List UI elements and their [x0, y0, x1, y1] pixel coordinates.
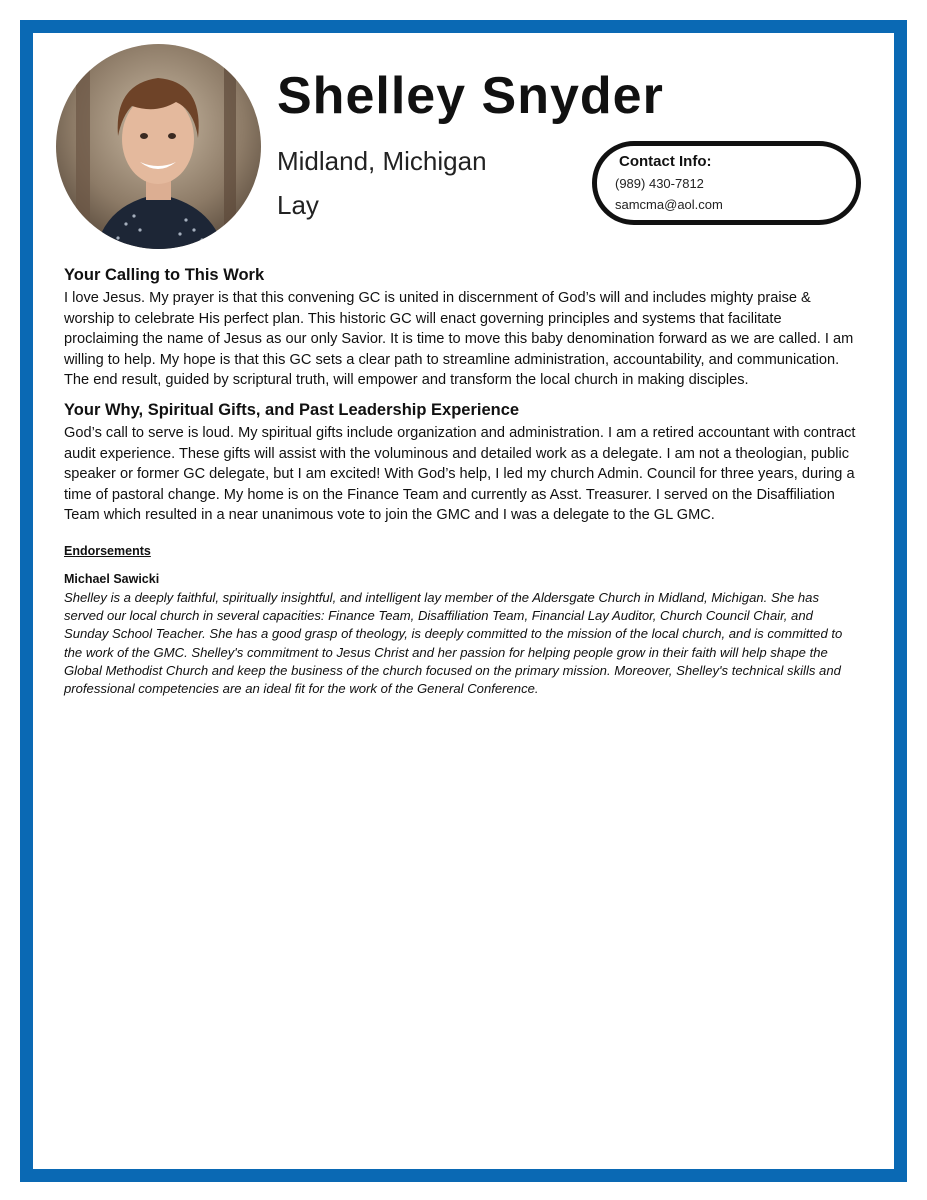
contact-email: samcma@aol.com — [615, 197, 723, 212]
section-why — [64, 401, 856, 526]
profile-photo — [56, 44, 261, 249]
contact-phone: (989) 430-7812 — [615, 176, 704, 191]
candidate-name: Shelley Snyder — [277, 67, 664, 125]
endorsement-text: Shelley is a deeply faithful, spiritually insightful, and intelligent lay member of the Aldersgate Church in Midland, Michigan. She has served our local church in several capacities: Finance Team, Disaffiliation Team, Financial Lay Auditor, Church Council Chair, and Sunday School Teacher. She has a good grasp of theology, is deeply committed to the mission of the local church, and is committed to the work of the GMC. Shelley's commitment to Jesus Christ and her passion for helping people grow in their faith will help shape the Global Methodist Church and keep the business of the church focused on the primary mission. Moreover, Shelley's technical skills and professional competencies are an ideal fit for the work of the General Conference. — [64, 589, 843, 696]
main-content — [64, 266, 856, 698]
contact-title: Contact Info: — [619, 153, 712, 170]
contact-box — [592, 141, 861, 225]
candidate-location: Midland, Michigan — [277, 146, 487, 176]
section-body: I love Jesus. My prayer is that this convening GC is united in discernment of God’s will and includes mighty praise & worship to celebrate His perfect plan. This historic GC will enact governing principles and systems that facilitate proclaiming the name of Jesus as our only Savior. It is time to move this baby denomination forward as we are called. I am willing to help. My hope is that this GC sets a clear path to streamline administration, accountability, and communication. The end result, guided by scriptural truth, will empower and transform the local church in making disciples. — [64, 290, 854, 389]
candidate-role: Lay — [277, 190, 319, 220]
endorser-name: Michael Sawicki — [64, 571, 160, 586]
endorsements-section — [64, 544, 856, 698]
section-heading: Your Why, Spiritual Gifts, and Past Leadership Experience — [64, 400, 520, 419]
endorsements-heading: Endorsements — [64, 543, 151, 558]
section-calling — [64, 266, 856, 391]
section-body: God’s call to serve is loud. My spiritual gifts include organization and administration. I am a retired accountant with contract audit experience. These gifts will assist with the voluminous and detailed work as a delegate. I am not a theologian, public speaker or former GC delegate, but I am excited! With God’s help, I led my church Admin. Council for three years, during a time of pastoral change. My home is on the Finance Team and currently as Asst. Treasurer. I served on the Disaffiliation Team which resulted in a near unanimous vote to join the GMC and I was a delegate to the GL GMC. — [64, 424, 856, 524]
section-heading: Your Calling to This Work — [64, 266, 265, 284]
